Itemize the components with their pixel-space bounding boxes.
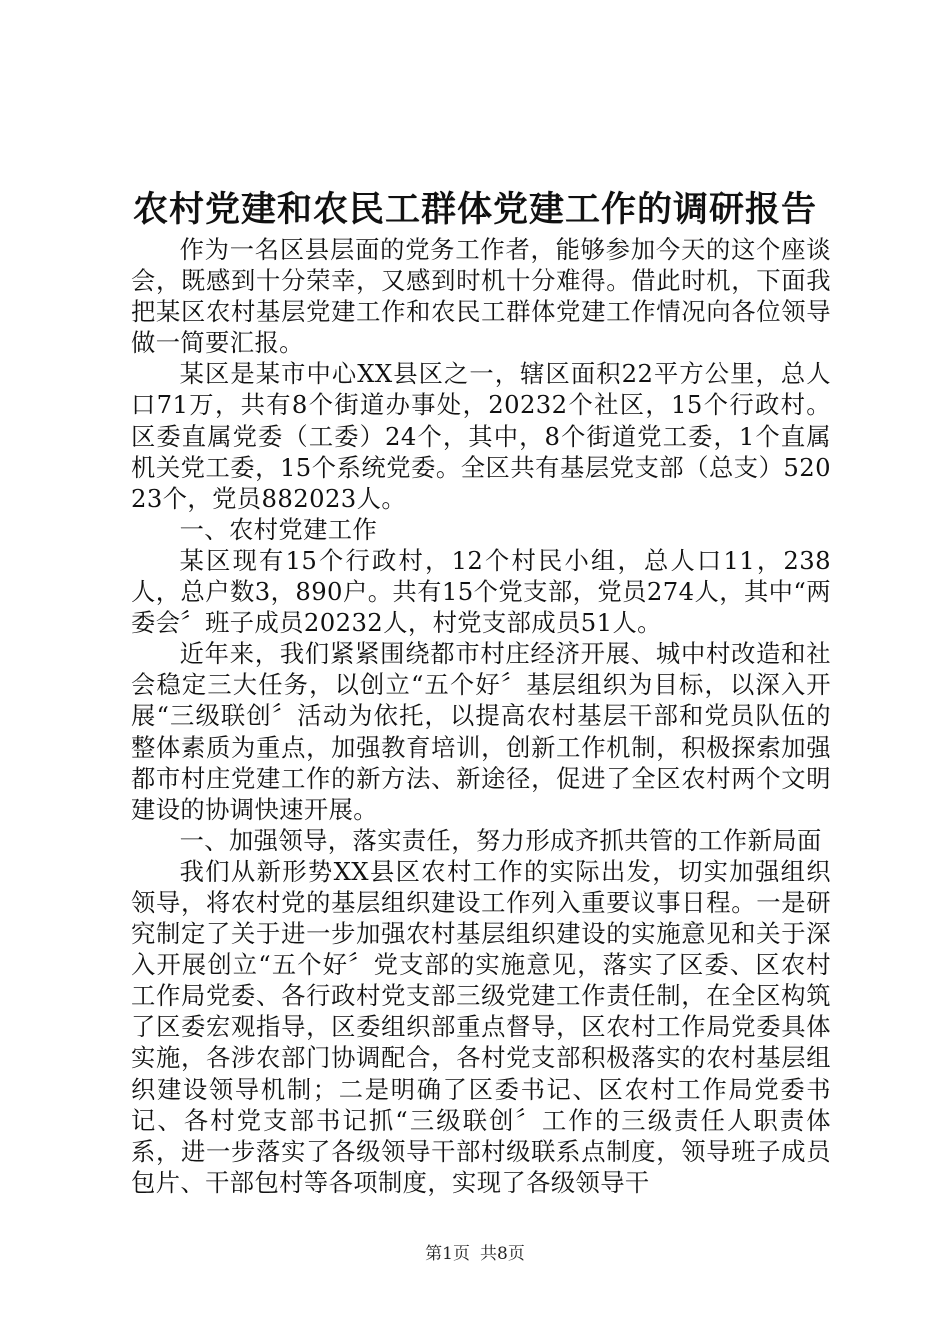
paragraph-district-overview: 某区是某市中心XX县区之一，辖区面积22平方公里，总人口71万，共有8个街道办事处，20232个社区，15个行政村。区委直属党委（工委）24个，其中，8个街道党工委，1个直属机关党工委，15个系统党委。全区共有基层党支部（总支）52023个，党员882023人。 xyxy=(131,359,831,513)
paragraph-recent-years: 近年来，我们紧紧围绕都市村庄经济开展、城中村改造和社会稳定三大任务，以创立“五个好〞基层组织为目标，以深入开展“三级联创〞活动为依托，以提高农村基层干部和党员队伍的整体素质为重点，加强教育培训，创新工作机制，积极探索加强都市村庄党建工作的新方法、新途径，促进了全区农村两个文明建设的协调快速开展。 xyxy=(131,639,831,824)
paragraph-villages-stats: 某区现有15个行政村，12个村民小组，总人口11，238人，总户数3，890户。共有15个党支部，党员274人，其中“两委会〞班子成员20232人，村党支部成员51人。 xyxy=(131,545,831,638)
document-title: 农村党建和农民工群体党建工作的调研报告 xyxy=(132,189,817,230)
subsection-heading-leadership: 一、加强领导，落实责任，努力形成齐抓共管的工作新局面 xyxy=(179,825,822,855)
page-number-current: 第1页 xyxy=(425,1244,470,1264)
page-footer xyxy=(0,1242,950,1266)
paragraph-leadership-details: 我们从新形势XX县区农村工作的实际出发，切实加强组织领导，将农村党的基层组织建设工作列入重要议事日程。一是研究制定了关于进一步加强农村基层组织建设的实施意见和关于深入开展创立“五个好〞党支部的实施意见，落实了区委、区农村工作局党委、各行政村党支部三级党建工作责任制，在全区构筑了区委宏观指导，区委组织部重点督导，区农村工作局党委具体实施，各涉农部门协调配合，各村党支部积极落实的农村基层组织建设领导机制；二是明确了区委书记、区农村工作局党委书记、各村党支部书记抓“三级联创〞工作的三级责任人职责体系，进一步落实了各级领导干部村级联系点制度，领导班子成员包片、干部包村等各项制度，实现了各级领导干 xyxy=(131,856,831,1197)
document-body xyxy=(131,234,831,1198)
paragraph-intro: 作为一名区县层面的党务工作者，能够参加今天的这个座谈会，既感到十分荣幸，又感到时机十分难得。借此时机，下面我把某区农村基层党建工作和农民工群体党建工作情况向各位领导做一简要汇报。 xyxy=(131,235,831,358)
page-number-total: 共8页 xyxy=(480,1244,525,1264)
section-heading-rural-party-building: 一、农村党建工作 xyxy=(179,514,378,544)
